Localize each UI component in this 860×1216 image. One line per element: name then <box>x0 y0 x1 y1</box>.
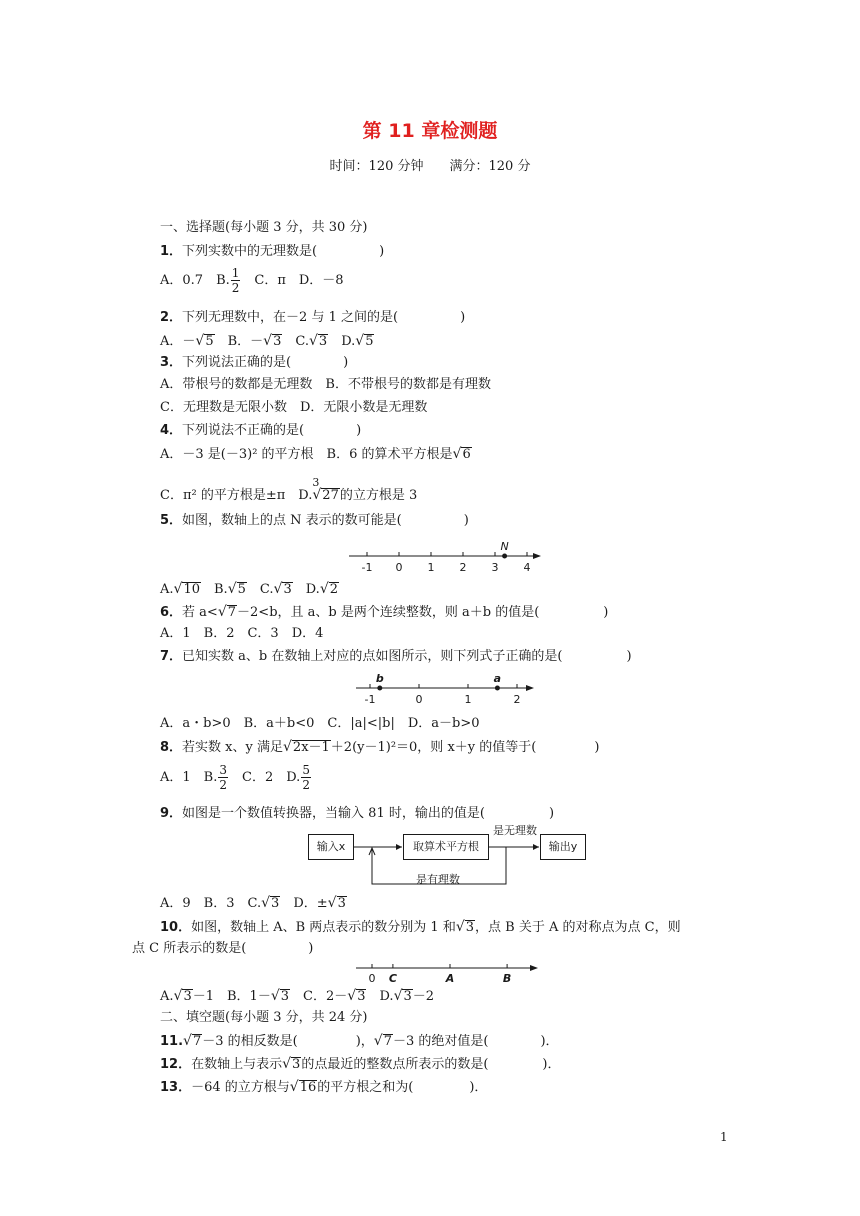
axis-arrow <box>526 685 534 691</box>
tick-label: 2 <box>459 561 467 574</box>
page-title: 第 11 章检测题 <box>362 120 498 142</box>
question-6: 6．若 a<√7－2<b，且 a、b 是两个连续整数，则 a＋b 的值是( ) <box>160 604 609 620</box>
page-number: 1 <box>720 1130 728 1144</box>
rational-label: 是有理数 <box>416 873 460 886</box>
question-13: 13．－64 的立方根与√16的平方根之和为( )． <box>160 1079 488 1095</box>
question-2: 2．下列无理数中，在－2 与 1 之间的是( ) <box>160 310 466 325</box>
question-4-options-2: C．π² 的平方根是±π D. 3 √27的立方根是 3 <box>160 476 418 503</box>
question-5: 5．如图，数轴上的点 N 表示的数可能是( ) <box>160 513 469 528</box>
section-heading-choice: 一、选择题(每小题 3 分，共 30 分) <box>160 220 368 235</box>
tick-label: 4 <box>523 561 531 574</box>
question-4: 4．下列说法不正确的是( ) <box>160 423 362 438</box>
question-8-options: A．1 B. $\frac{3}{2}$ C．2 D. $\frac{5}{2}$ <box>160 763 310 792</box>
point-n <box>502 554 507 559</box>
question-2-options: A．－√5 B．－√3 C.√3 D.√5 <box>160 333 374 349</box>
number-line-q5 <box>345 538 545 576</box>
question-10-options: A.√3－1 B．1－√3 C．2－√3 D.√3－2 <box>160 988 435 1004</box>
question-7: 7．已知实数 a、b 在数轴上对应的点如图所示，则下列式子正确的是( ) <box>160 649 632 664</box>
question-1-options: A．0.7 B. $\frac{1}{2}$ C．π D．－8 <box>160 266 344 295</box>
tick-label: C <box>388 972 397 985</box>
tick-label: B <box>502 972 512 985</box>
question-10: 10．如图，数轴上 A、B 两点表示的数分别为 1 和√3，点 B 关于 A 的对称点为点 C，则 <box>160 919 681 935</box>
axis-arrow <box>530 965 538 971</box>
exam-info: 时间：120 分钟 满分：120 分 <box>329 159 531 174</box>
number-line-q10 <box>352 958 542 986</box>
tick-label: -1 <box>361 561 373 574</box>
question-6-options: A．1 B．2 C．3 D．4 <box>160 626 324 641</box>
question-4-options-1: A．－3 是(－3)² 的平方根 B．6 的算术平方根是√6 <box>160 446 471 462</box>
converter-diagram <box>308 824 588 888</box>
question-3: 3．下列说法正确的是( ) <box>160 355 349 370</box>
question-11: 11.√7－3 的相反数是( )，√7－3 的绝对值是( )． <box>160 1033 559 1049</box>
tick-label: 0 <box>395 561 403 574</box>
question-5-options: A.√10 B.√5 C.√3 D.√2 <box>160 581 339 597</box>
question-9-options: A．9 B．3 C.√3 D．±√3 <box>160 895 346 911</box>
point-b-label: b <box>375 672 384 685</box>
tick-label: 1 <box>427 561 435 574</box>
tick-label: A <box>445 972 455 985</box>
tick-label: 3 <box>491 561 499 574</box>
point-b <box>377 686 382 691</box>
question-10-line2: 点 C 所表示的数是( ) <box>132 941 314 956</box>
converter-arrows <box>308 828 588 888</box>
tick-label: 2 <box>513 693 521 706</box>
point-a-label: a <box>493 672 502 685</box>
fraction: $\frac{1}{2}$ <box>231 266 240 295</box>
tick-label: 0 <box>368 972 376 985</box>
input-box: 输入x <box>308 834 354 860</box>
irrational-label: 是无理数 <box>493 824 537 837</box>
question-9: 9．如图是一个数值转换器，当输入 81 时，输出的值是( ) <box>160 806 555 821</box>
question-1: 1．下列实数中的无理数是( ) <box>160 244 385 259</box>
question-3-options-2: C．无理数是无限小数 D．无限小数是无理数 <box>160 400 428 415</box>
tick-label: 1 <box>464 693 472 706</box>
section-heading-fill: 二、填空题(每小题 3 分，共 24 分) <box>160 1010 368 1025</box>
tick-label: 0 <box>415 693 423 706</box>
sqrt-box: 取算术平方根 <box>403 834 489 860</box>
point-label: N <box>500 540 509 553</box>
point-a <box>495 686 500 691</box>
question-7-options: A．a・b>0 B．a＋b<0 C．|a|<|b| D．a－b>0 <box>160 716 480 731</box>
question-3-options-1: A．带根号的数都是无理数 B．不带根号的数都是有理数 <box>160 377 491 392</box>
question-12: 12．在数轴上与表示√3的点最近的整数点所表示的数是( )． <box>160 1056 561 1072</box>
number-line-q7 <box>352 672 537 708</box>
tick-label: -1 <box>364 693 376 706</box>
question-8: 8．若实数 x、y 满足√2x－1＋2(y－1)²＝0，则 x＋y 的值等于( ) <box>160 739 600 755</box>
output-box: 输出y <box>540 834 586 860</box>
axis-arrow <box>533 553 541 559</box>
